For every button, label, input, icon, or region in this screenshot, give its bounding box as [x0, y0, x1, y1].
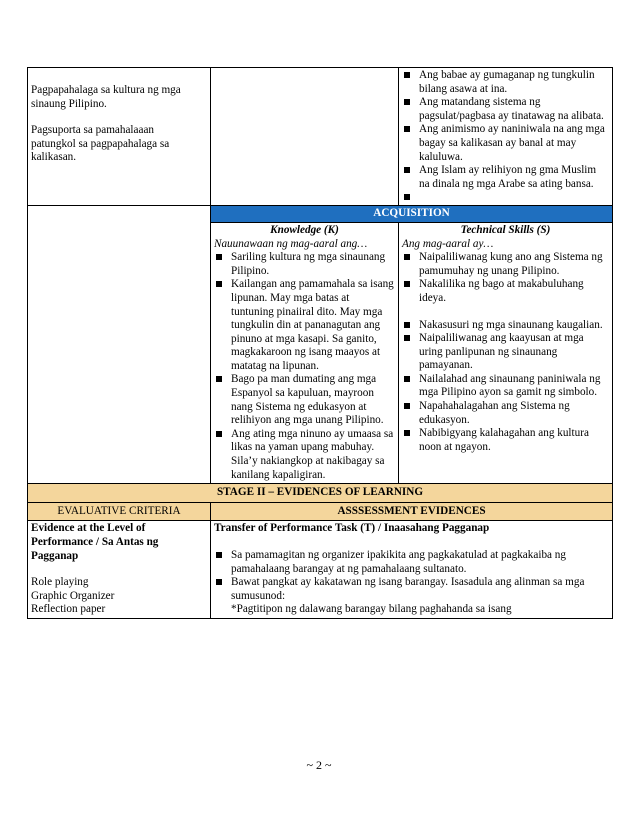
criteria-title-line: Pagganap: [31, 549, 79, 562]
list-item: Naipaliliwanag kung ano ang Sistema ng pamumuhay ng unang Pilipino.: [402, 251, 609, 278]
lesson-plan-table: [27, 67, 613, 619]
list-item: [402, 191, 609, 204]
skills-title: Technical Skills (S): [460, 223, 551, 236]
list-item: Naipaliliwanag ang kaayusan at mga uring panlipunan ng sinaunang pamayanan.: [402, 332, 609, 373]
empty-cell: [211, 68, 399, 206]
knowledge-list: [214, 251, 395, 482]
criteria-header-row: [28, 502, 613, 521]
list-item: Nailalahad ang sinaunang paniniwala ng mga Pilipino ayon sa gamit ng simbolo.: [402, 373, 609, 400]
criteria-title-line: Performance / Sa Antas ng: [31, 536, 159, 548]
list-item: Bawat pangkat ay kakatawan ng isang barangay. Isasadula ang alinman sa mga sumusunod:: [214, 576, 609, 603]
list-item: Ang Islam ay relihiyon ng gma Muslim na dinala ng mga Arabe sa ating bansa.: [402, 164, 609, 191]
list-item: Napahahalagahan ang Sistema ng edukasyon.: [402, 400, 609, 427]
list-item: Sariling kultura ng mga sinaunang Pilipino.: [214, 251, 395, 278]
concepts-list: [402, 69, 609, 204]
stage2-header: STAGE II – EVIDENCES OF LEARNING: [28, 484, 613, 503]
criteria-item: Graphic Organizer: [31, 589, 115, 602]
knowledge-cell: [211, 222, 399, 483]
transfer-note: *Pagtitipon ng dalawang barangay bilang paghahanda sa isang: [231, 603, 512, 616]
evidence-row: [28, 521, 613, 619]
criteria-cell: [28, 521, 211, 619]
list-item: Ang animismo ay naniniwala na ang mga bagay sa kalikasan ay banal at may kaluluwa.: [402, 123, 609, 164]
skills-intro: Ang mag-aaral ay…: [402, 237, 494, 250]
values-text: [31, 84, 207, 165]
top-row: [28, 68, 613, 206]
values-line: patungkol sa pagpapahalaga sa: [31, 137, 170, 150]
list-item: Nakasusuri ng mga sinaunang kaugalian.: [402, 319, 609, 333]
list-item: Bago pa man dumating ang mga Espanyol sa kapuluan, mayroon nang Sistema ng edukasyon at relihiyon ang mga unang Pilipino.: [214, 373, 395, 427]
stage2-row: [28, 484, 613, 503]
values-line: Pagpapahalaga sa kultura ng mga: [31, 84, 181, 96]
values-cell: [28, 68, 211, 206]
list-item: Kailangan ang pamamahala sa isang lipunan. May mga batas at tuntuning pinaiiral dito. May mga tungkulin din at pananagutan ang pinuno at mga kasapi. Sa ganito, magkakaroon ng isang maayos at matatag na lipunan.: [214, 278, 395, 373]
page-number: ~ 2 ~: [306, 758, 332, 772]
list-item: Ang babae ay gumaganap ng tungkulin bilang asawa at ina.: [402, 69, 609, 96]
list-item: Nabibigyang kalahagahan ang kultura noon at ngayon.: [402, 427, 609, 454]
list-item: Ang matandang sistema ng pagsulat/pagbasa ay tinatawag na alibata.: [402, 96, 609, 123]
skills-cell: [399, 222, 613, 483]
values-line: [31, 111, 207, 124]
acquisition-spacer: [28, 206, 211, 484]
skills-list: [402, 251, 609, 454]
evaluative-criteria-header: EVALUATIVE CRITERIA: [28, 502, 211, 521]
criteria-title-line: Evidence at the Level of: [31, 522, 146, 535]
criteria-item: Role playing: [31, 576, 89, 589]
criteria-title: [31, 522, 207, 563]
list-item: Nakalilika ng bago at makabuluhang ideya.: [402, 278, 609, 305]
assessment-evidences-header: ASSSESSMENT EVIDENCES: [211, 502, 613, 521]
criteria-item: Reflection paper: [31, 603, 106, 616]
knowledge-intro: Nauunawaan ng mag-aaral ang…: [214, 237, 368, 250]
concepts-cell: [399, 68, 613, 206]
acquisition-header: ACQUISITION: [211, 206, 613, 223]
transfer-cell: [211, 521, 613, 619]
document-page: [27, 67, 612, 619]
acquisition-row: [28, 206, 613, 223]
criteria-list: [31, 576, 207, 617]
knowledge-title: Knowledge (K): [270, 223, 339, 236]
transfer-list: [214, 549, 609, 603]
values-line: Pagsuporta sa pamahalaaan: [31, 124, 155, 137]
values-line: kalikasan.: [31, 151, 77, 164]
list-item: Sa pamamagitan ng organizer ipakikita ang pagkakatulad at pagkakaiba ng pamahalaang barangay at ng pamahalaang sultanato.: [214, 549, 609, 576]
values-line: sinaung Pilipino.: [31, 97, 107, 110]
list-item: Ang ating mga ninuno ay umaasa sa likas na yaman upang mabuhay. Sila’y nakiangkop at nakibagay sa kanilang kapaligiran.: [214, 428, 395, 482]
transfer-title: Transfer of Performance Task (T) / Inaasahang Pagganap: [214, 522, 490, 535]
